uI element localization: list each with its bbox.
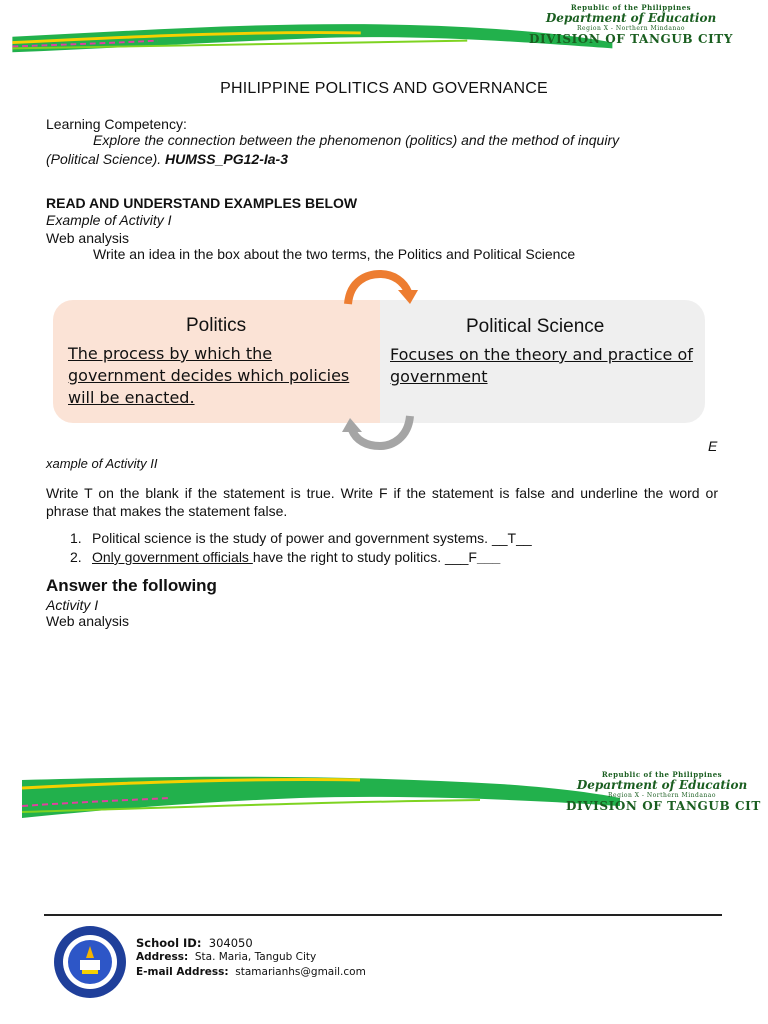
- email-value: stamarianhs@gmail.com: [235, 966, 366, 978]
- item-text: Political science is the study of power and government systems. __T__: [92, 530, 532, 546]
- address-label: Address:: [136, 951, 189, 963]
- region-text: Region X - Northern Mindanao: [608, 792, 716, 799]
- item-tail: ___: [476, 549, 501, 565]
- politics-box: [53, 300, 387, 423]
- school-seal-logo: [52, 924, 128, 1000]
- region-text: Region X - Northern Mindanao: [577, 25, 685, 32]
- address-value: Sta. Maria, Tangub City: [194, 951, 317, 963]
- republic-text: Republic of the Philippines: [570, 3, 692, 12]
- example1-instruction: Write an idea in the box about the two terms, the Politics and Political Science: [93, 246, 576, 262]
- email-label: E-mail Address:: [136, 966, 229, 978]
- department-text: Department of Education: [576, 778, 748, 792]
- school-id-label: School ID:: [136, 936, 202, 950]
- item-text: have the right to study politics. ___F: [252, 549, 477, 565]
- republic-text: Republic of the Philippines: [601, 770, 723, 779]
- activity1-type: Web analysis: [46, 613, 130, 629]
- list-item: [70, 530, 532, 546]
- page-title: PHILIPPINE POLITICS AND GOVERNANCE: [220, 80, 548, 97]
- email-line: [136, 966, 366, 978]
- political-science-definition: Focuses on the theory and practice of government: [390, 345, 693, 386]
- example1-type: Web analysis: [46, 230, 130, 246]
- example1-label: Example of Activity I: [46, 212, 172, 228]
- competency-line1: Explore the connection between the phenomenon (politics) and the method of inquiry: [93, 132, 620, 148]
- politics-title: Politics: [186, 315, 247, 336]
- school-id-line: [136, 936, 253, 950]
- answer-heading: Answer the following: [46, 576, 217, 595]
- item-number: 2.: [70, 549, 82, 565]
- department-text: Department of Education: [545, 11, 717, 25]
- read-heading: READ AND UNDERSTAND EXAMPLES BELOW: [46, 195, 358, 211]
- activity2-instruction: Write T on the blank if the statement is true. Write F if the statement is false and underline the word or phrase that makes the statement false.: [46, 485, 718, 519]
- political-science-title: Political Science: [466, 316, 605, 337]
- address-line: [136, 951, 316, 963]
- division-text: DIVISION OF TANGUB CITY: [528, 32, 734, 46]
- stray-letter: E: [708, 438, 718, 454]
- politics-definition: The process by which the government decides which policies will be enacted.: [68, 344, 350, 407]
- competency-label: Learning Competency:: [46, 116, 187, 132]
- division-text: DIVISION OF TANGUB CIT: [566, 799, 761, 813]
- school-id-value: 304050: [208, 936, 253, 950]
- list-item: [70, 549, 500, 565]
- political-science-box: [380, 300, 705, 423]
- item-underlined-phrase: Only government officials: [92, 549, 253, 565]
- example2-label: xample of Activity II: [46, 456, 158, 471]
- deped-footer-header: [556, 770, 768, 813]
- competency-line2-text: (Political Science).: [46, 151, 162, 167]
- competency-code: HUMSS_PG12-Ia-3: [165, 151, 288, 167]
- activity1-label: Activity I: [46, 597, 99, 613]
- item-number: 1.: [70, 530, 82, 546]
- footer-divider: [44, 914, 722, 916]
- competency-line2: [46, 151, 288, 167]
- cycle-arrow-top-icon: [338, 268, 422, 308]
- cycle-arrow-bottom-icon: [338, 412, 422, 452]
- deped-header: [520, 3, 742, 46]
